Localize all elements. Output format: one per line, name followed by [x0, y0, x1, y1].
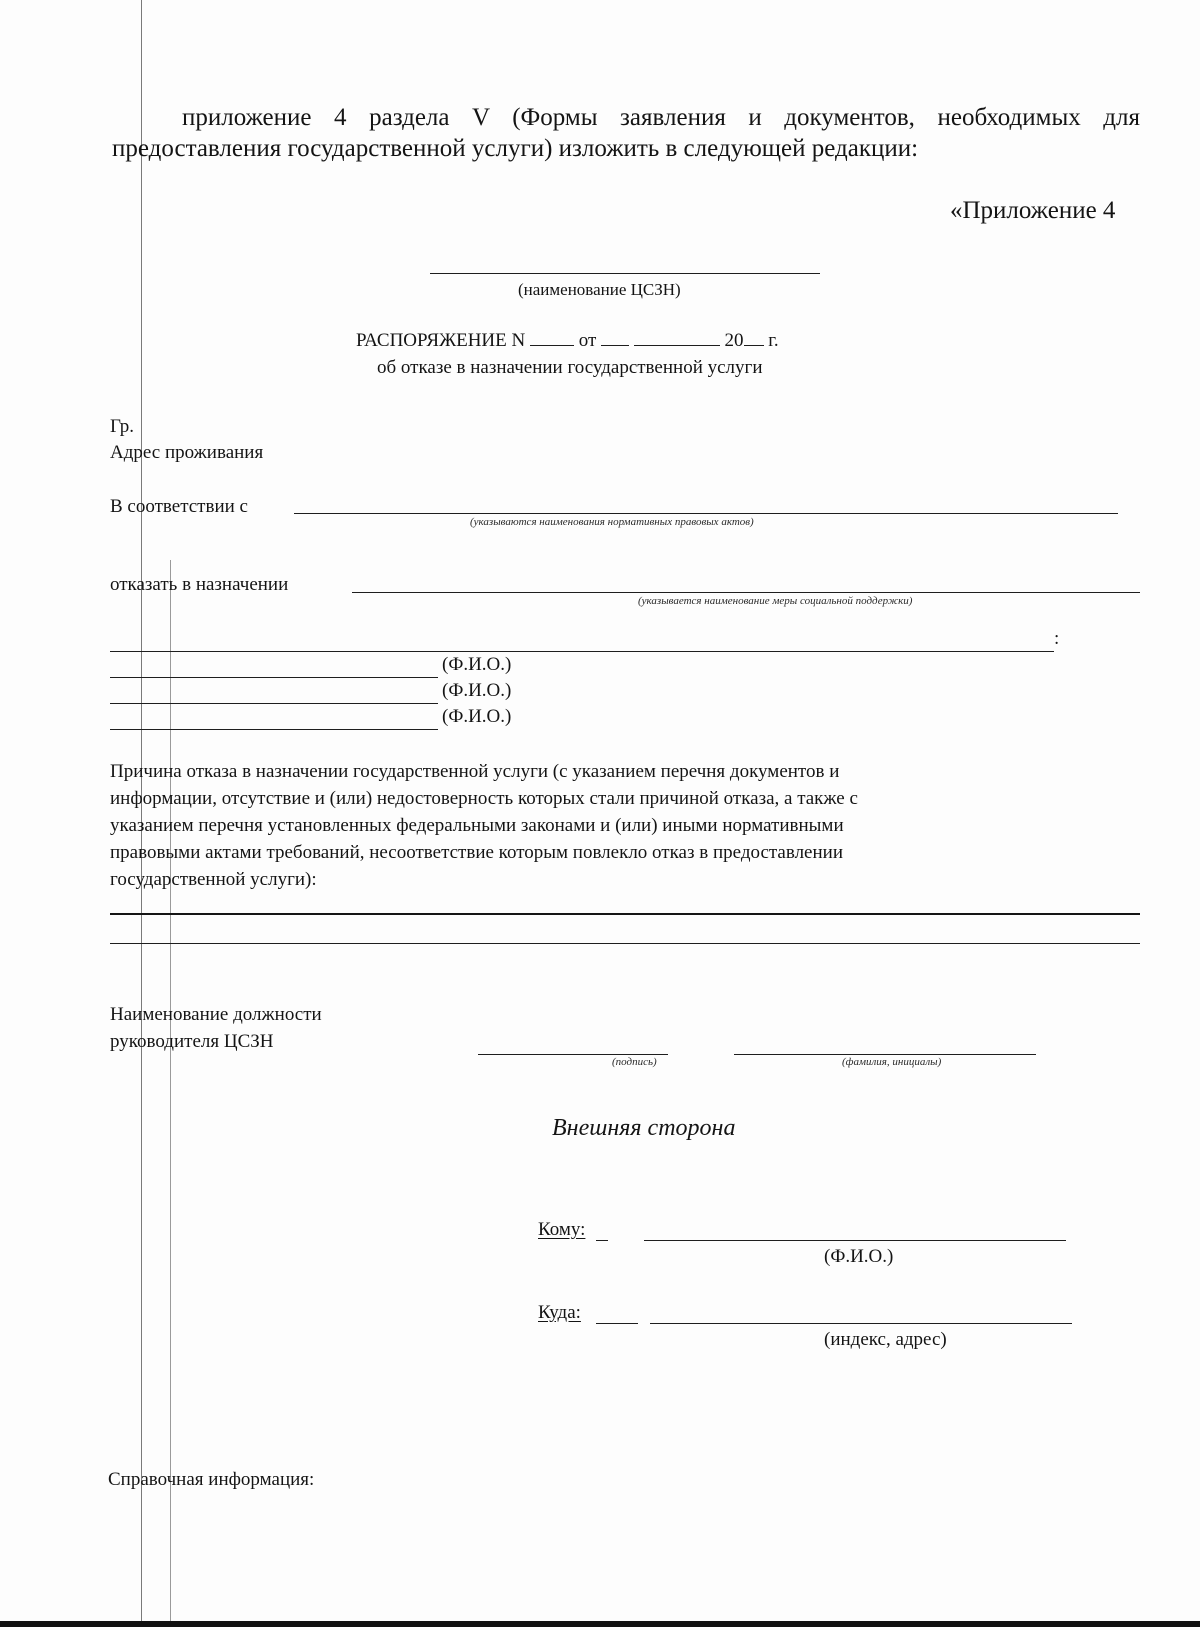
order-from: от: [578, 330, 597, 351]
to-label: Кому:: [538, 1219, 586, 1240]
address-label: Адрес проживания: [110, 442, 264, 463]
reason-line-2: информации, отсутствие и (или) недостоверность которых стали причиной отказа, а также с: [110, 788, 858, 809]
reason-line-4: правовыми актами требований, несоответствие которым повлекло отказ в предоставлении: [110, 842, 843, 863]
beneficiary-line: [110, 651, 1054, 652]
org-name-line: [430, 273, 820, 274]
fio-line-1: [110, 677, 438, 678]
to-hint: (Ф.И.О.): [824, 1246, 894, 1267]
to-label-underline-extension: [596, 1240, 608, 1241]
order-year-blank: [744, 329, 764, 346]
reason-fill-line-1: [110, 913, 1140, 915]
signature-hint: (подпись): [612, 1056, 657, 1068]
order-heading: [356, 329, 779, 352]
refuse-label: отказать в назначении: [110, 574, 289, 595]
reason-line-1: Причина отказа в назначении государственной услуги (с указанием перечня документов и: [110, 761, 840, 782]
position-line-2: руководителя ЦСЗН: [110, 1031, 274, 1052]
where-hint: (индекс, адрес): [824, 1329, 947, 1350]
reason-line-3: указанием перечня установленных федеральными законами и (или) иными нормативными: [110, 815, 844, 836]
fio-label-2: (Ф.И.О.): [442, 680, 512, 701]
intro-line-2: предоставления государственной услуги) изложить в следующей редакции:: [112, 135, 919, 162]
scan-artifact-line: [141, 0, 142, 1621]
fio-label-1: (Ф.И.О.): [442, 654, 512, 675]
order-subtitle: об отказе в назначении государственной услуги: [377, 357, 763, 378]
accordance-label: В соответствии с: [110, 496, 248, 517]
order-month-blank: [634, 329, 720, 346]
refuse-line: [352, 592, 1140, 593]
name-line: [734, 1054, 1036, 1055]
fio-line-3: [110, 729, 438, 730]
intro-line-1: приложение 4 раздела V (Формы заявления и документов, необходимых для: [182, 104, 1140, 131]
reference-info-label: Справочная информация:: [108, 1469, 315, 1490]
fio-label-3: (Ф.И.О.): [442, 706, 512, 727]
order-prefix: РАСПОРЯЖЕНИЕ N: [356, 330, 526, 351]
citizen-label: Гр.: [110, 416, 135, 437]
where-line: [650, 1323, 1072, 1324]
org-caption: (наименование ЦСЗН): [518, 280, 681, 299]
where-label: Куда:: [538, 1302, 581, 1323]
appendix-label: «Приложение 4: [950, 197, 1116, 224]
signature-line: [478, 1054, 668, 1055]
name-hint: (фамилия, инициалы): [842, 1056, 942, 1068]
position-line-1: Наименование должности: [110, 1004, 322, 1025]
order-day-blank: [601, 329, 629, 346]
to-line: [644, 1240, 1066, 1241]
accordance-hint: (указываются наименования нормативных правовых актов): [470, 516, 754, 528]
beneficiary-colon: :: [1054, 628, 1060, 649]
where-label-underline-extension: [596, 1323, 638, 1324]
scan-artifact-line: [170, 560, 171, 1621]
scan-bottom-edge: [0, 1621, 1200, 1627]
outer-side-title: Внешняя сторона: [552, 1115, 736, 1141]
order-year-suffix: г.: [768, 330, 779, 351]
fio-line-2: [110, 703, 438, 704]
order-number-blank: [530, 329, 574, 346]
reason-line-5: государственной услуги):: [110, 869, 317, 890]
order-year: 20: [724, 330, 744, 351]
refuse-hint: (указывается наименование меры социальной поддержки): [638, 595, 913, 607]
reason-fill-line-2: [110, 943, 1140, 944]
accordance-line: [294, 513, 1118, 514]
